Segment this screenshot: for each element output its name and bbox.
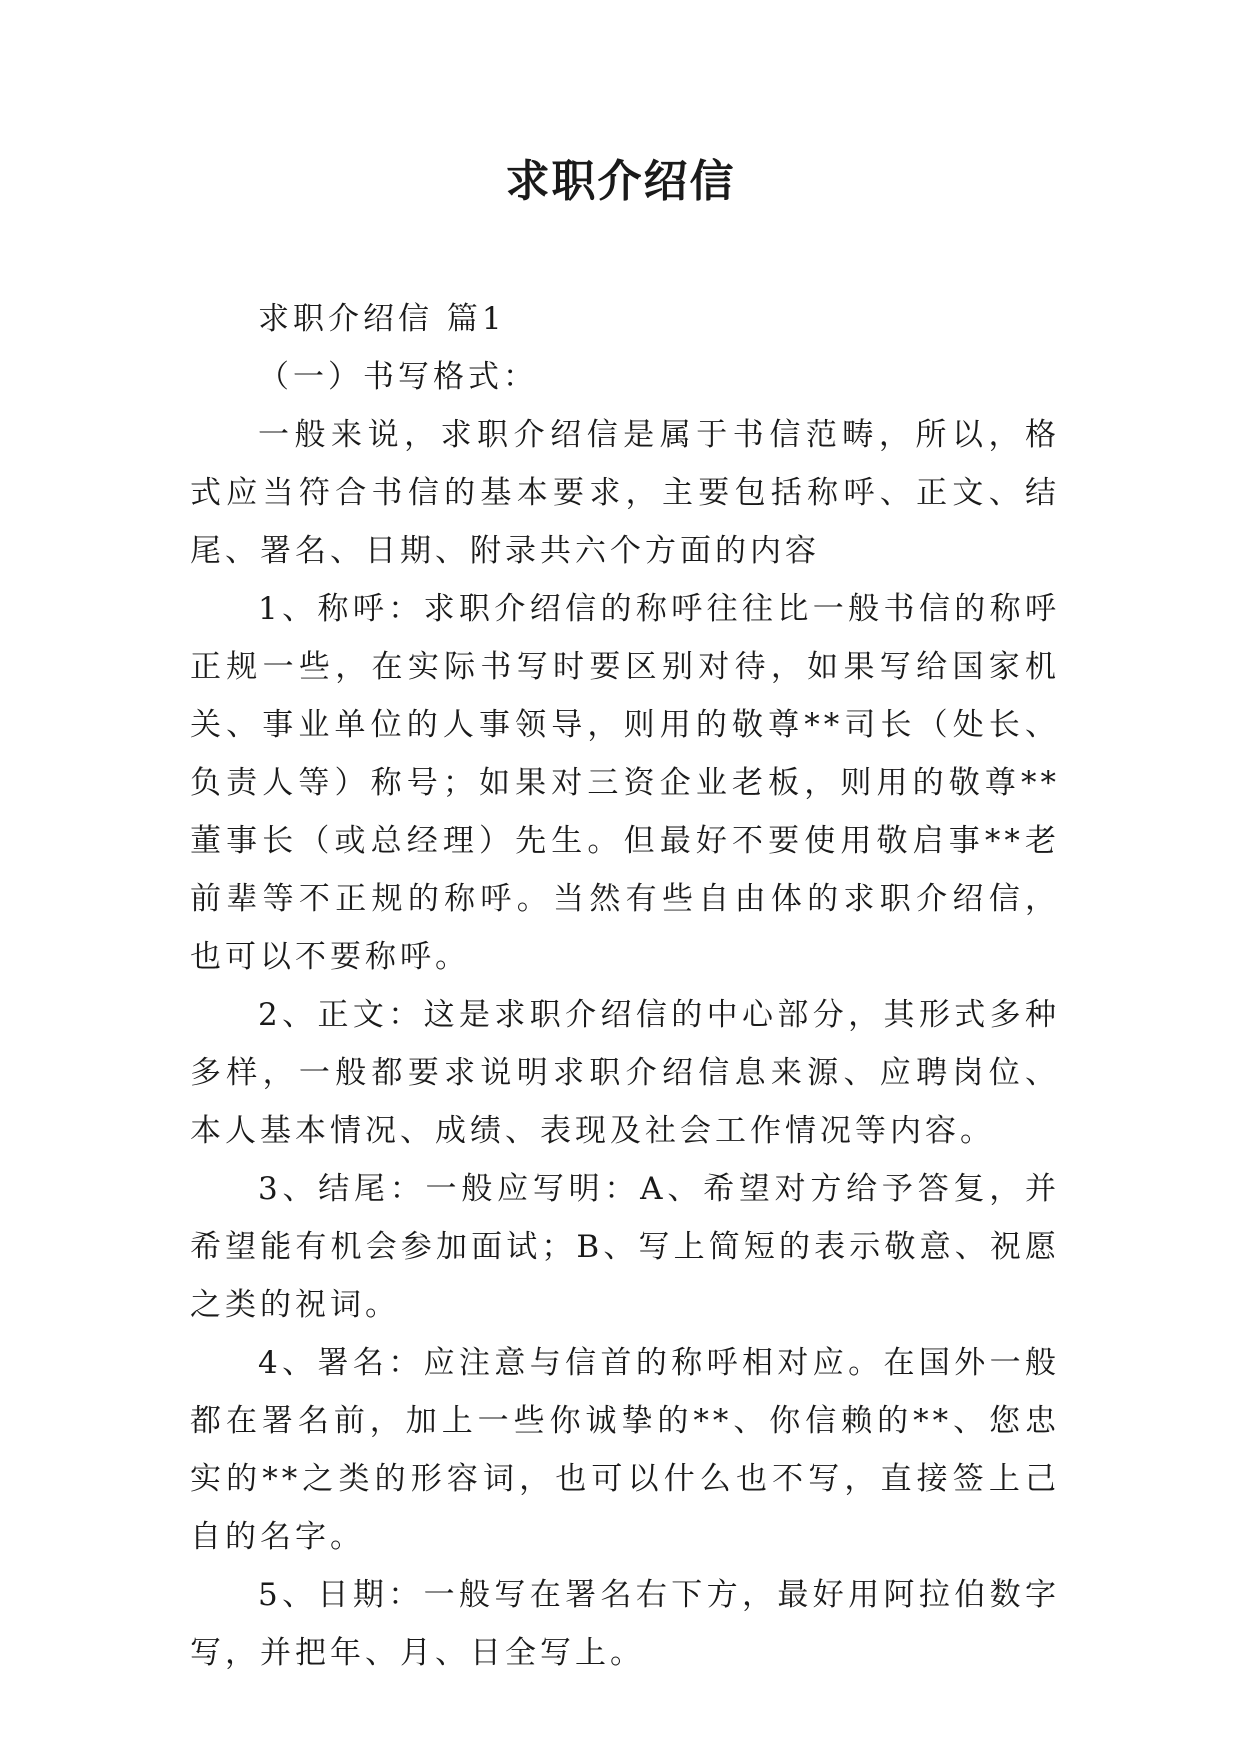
paragraph-intro: 一般来说，求职介绍信是属于书信范畴，所以，格式应当符合书信的基本要求，主要包括称呼、正文、结尾、署名、日期、附录共六个方面的内容 bbox=[190, 417, 1060, 569]
subsection-heading: （一）书写格式： bbox=[258, 359, 538, 395]
paragraph-date: 5、日期：一般写在署名右下方，最好用阿拉伯数字写，并把年、月、日全写上。 bbox=[190, 1577, 1060, 1671]
paragraph-body-text: 2、正文：这是求职介绍信的中心部分，其形式多种多样，一般都要求说明求职介绍信息来源、应聘岗位、本人基本情况、成绩、表现及社会工作情况等内容。 bbox=[190, 997, 1060, 1149]
document-body bbox=[190, 290, 1060, 1682]
document-title: 求职介绍信 bbox=[505, 156, 736, 207]
paragraph-closing: 3、结尾：一般应写明：A、希望对方给予答复，并希望能有机会参加面试；B、写上简短的表示敬意、祝愿之类的祝词。 bbox=[190, 1171, 1060, 1323]
paragraph-salutation: 1、称呼：求职介绍信的称呼往往比一般书信的称呼正规一些，在实际书写时要区别对待，如果写给国家机关、事业单位的人事领导，则用的敬尊**司长（处长、负责人等）称号；如果对三资企业老板，则用的敬尊**董事长（或总经理）先生。但最好不要使用敬启事**老前辈等不正规的称呼。当然有些自由体的求职介绍信，也可以不要称呼。 bbox=[190, 591, 1060, 975]
section-heading: 求职介绍信 篇1 bbox=[258, 301, 506, 337]
paragraph-signature: 4、署名：应注意与信首的称呼相对应。在国外一般都在署名前，加上一些你诚挚的**、你信赖的**、您忠实的**之类的形容词，也可以什么也不写，直接签上己自的名字。 bbox=[190, 1345, 1060, 1555]
